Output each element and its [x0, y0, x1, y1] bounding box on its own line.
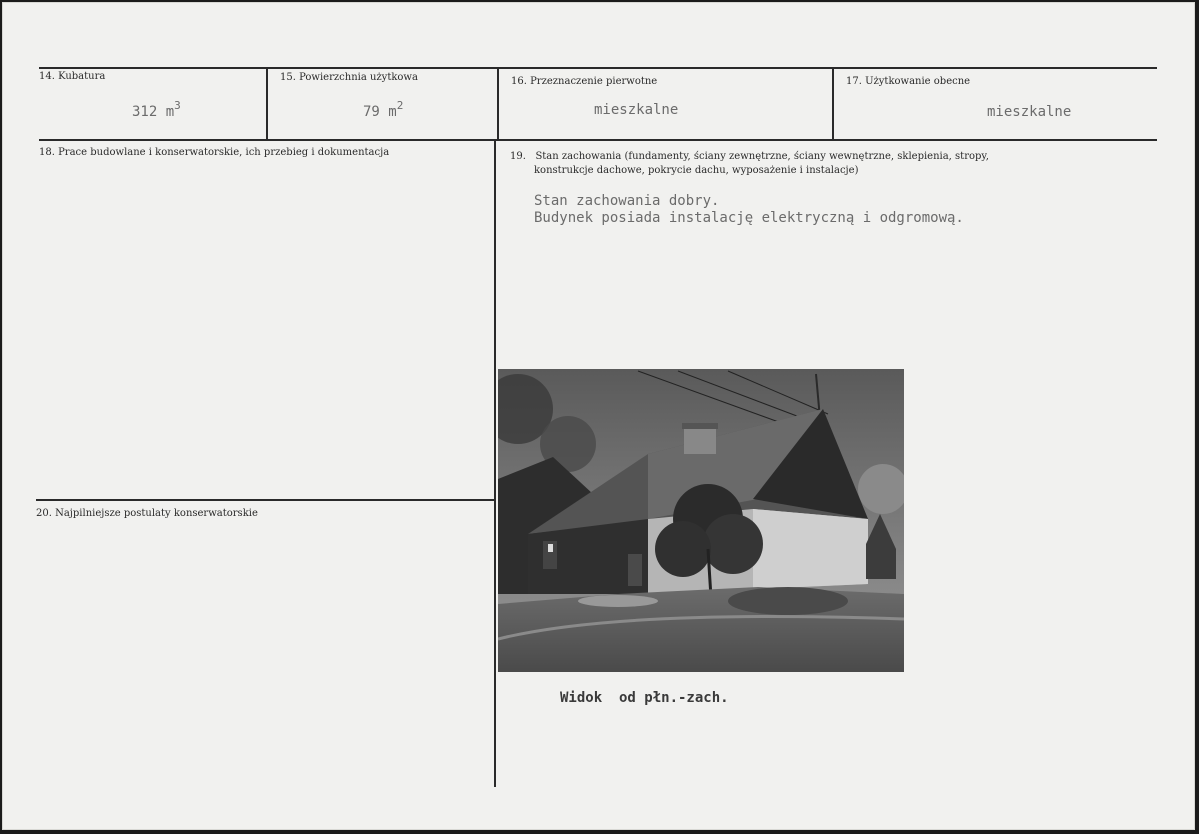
field-15-exponent: 2 [396, 99, 404, 112]
main-column-divider [494, 139, 496, 787]
divider-15-16 [497, 67, 499, 139]
divider-16-17 [832, 67, 834, 139]
field-19-text-line1: Stan zachowania dobry. [534, 193, 720, 209]
top-rule [39, 67, 1157, 69]
field-19-label-line2: konstrukcje dachowe, pokrycie dachu, wyposażenie i instalacje) [534, 165, 859, 176]
field-14-unit: m [165, 104, 175, 120]
divider-14-15 [266, 67, 268, 139]
section-20-rule [36, 499, 494, 501]
row1-bottom-rule [39, 139, 1157, 141]
record-card [2, 2, 1195, 830]
field-14-number: 312 [132, 104, 158, 120]
field-18-label: 18. Prace budowlane i konserwatorskie, ich przebieg i dokumentacja [39, 147, 390, 158]
field-16-label: 16. Przeznaczenie pierwotne [511, 76, 658, 87]
field-17-label: 17. Użytkowanie obecne [846, 76, 971, 87]
field-19-text-line2: Budynek posiada instalację elektryczną i odgromową. [534, 210, 964, 226]
field-16-value: mieszkalne [594, 102, 679, 118]
house-photo-image [498, 369, 904, 672]
house-photo [498, 369, 904, 672]
field-15-unit: m [388, 104, 397, 120]
field-15-number: 79 [363, 104, 380, 120]
field-15-value [363, 99, 403, 120]
field-17-value: mieszkalne [987, 104, 1072, 120]
field-14-label: 14. Kubatura [39, 71, 106, 82]
field-14-value [132, 99, 181, 120]
field-15-label: 15. Powierzchnia użytkowa [280, 72, 418, 83]
photo-caption: Widok od płn.-zach. [560, 690, 729, 706]
field-19-label-line1: 19. Stan zachowania (fundamenty, ściany zewnętrzne, ściany wewnętrzne, sklepienia, stropy, [510, 151, 989, 162]
field-14-exponent: 3 [174, 99, 181, 112]
field-20-label: 20. Najpilniejsze postulaty konserwatorskie [36, 508, 258, 519]
